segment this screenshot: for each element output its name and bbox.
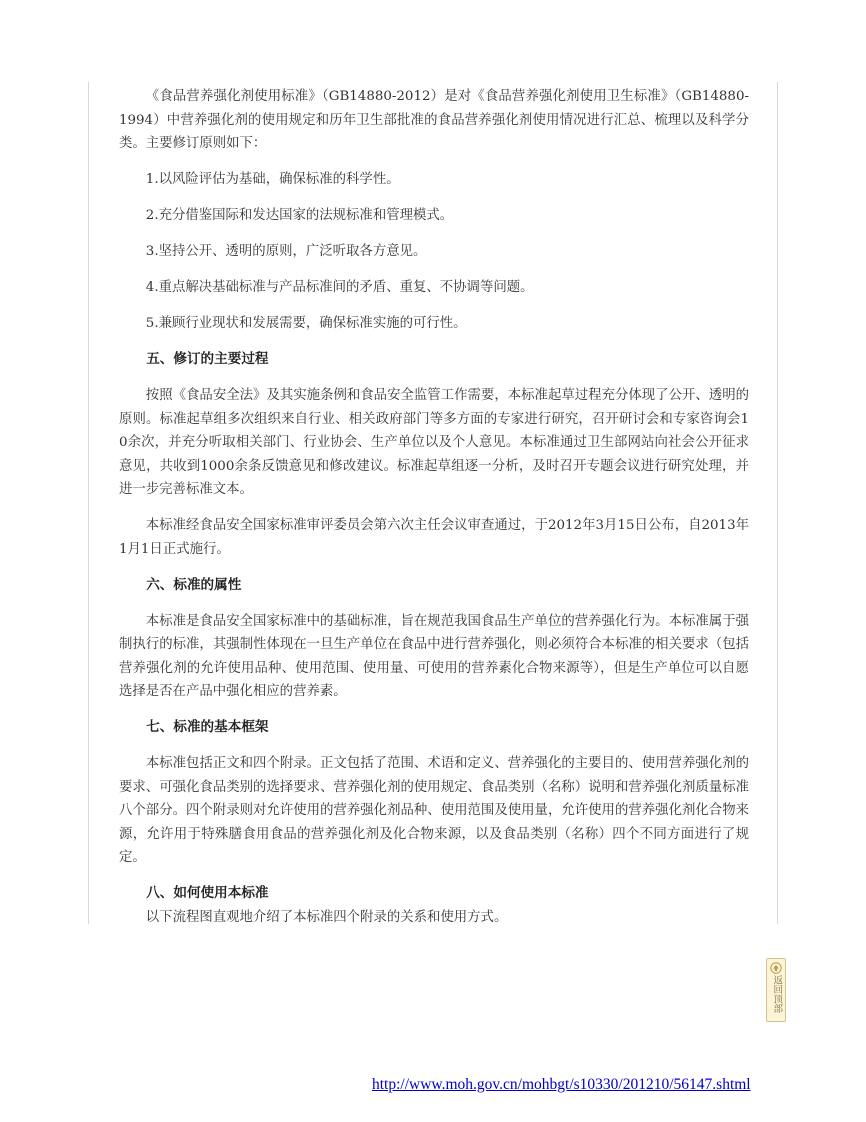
section-5-paragraph-1: 按照《食品安全法》及其实施条例和食品安全监管工作需要，本标准起草过程充分体现了公开、透明的原则。标准起草组多次组织来自行业、相关政府部门等多方面的专家进行研究，召开研讨会和专家咨询会10余次，并充分听取相关部门、行业协会、生产单位以及个人意见。本标准通过卫生部网站向社会公开征求意见，共收到1000余条反馈意见和修改建议。标准起草组逐一分析，及时召开专题会议进行研究处理，并进一步完善标准文本。 <box>119 388 749 497</box>
section-8-paragraph-1: 以下流程图直观地介绍了本标准四个附录的关系和使用方式。 <box>145 909 508 925</box>
principle-item-5: 5.兼顾行业现状和发展需要，确保标准实施的可行性。 <box>145 316 467 331</box>
principle-item-1: 1.以风险评估为基础，确保标准的科学性。 <box>145 172 400 187</box>
section-5-paragraph-2: 本标准经食品安全国家标准审评委员会第六次主任会议审查通过，于2012年3月15日公布，自2013年1月1日正式施行。 <box>119 518 749 557</box>
section-6-paragraph-1: 本标准是食品安全国家标准中的基础标准，旨在规范我国食品生产单位的营养强化行为。本标准属于强制执行的标准，其强制性体现在一旦生产单位在食品中进行营养强化，则必须符合本标准的相关要求（包括营养强化剂的允许使用品种、使用范围、使用量、可使用的营养素化合物来源等），但是生产单位可以自愿选择是否在产品中强化相应的营养素。 <box>119 613 749 699</box>
section-heading-6: 六、标准的属性 <box>146 576 242 593</box>
article-body <box>119 85 749 929</box>
section-heading-8: 八、如何使用本标准 <box>146 885 269 901</box>
principle-item-4: 4.重点解决基础标准与产品标准间的矛盾、重复、不协调等问题。 <box>145 280 534 295</box>
back-to-top-label: 返回顶部 <box>771 975 783 1013</box>
section-7-paragraph-1: 本标准包括正文和四个附录。正文包括了范围、术语和定义、营养强化的主要目的、使用营养强化剂的要求、可强化食品类别的选择要求、营养强化剂的使用规定、食品类别（名称）说明和营养强化剂质量标准八个部分。四个附录则对允许使用的营养强化剂品种、使用范围及使用量，允许使用的营养强化剂化合物来源，允许用于特殊膳食用食品的营养强化剂及化合物来源，以及食品类别（名称）四个不同方面进行了规定。 <box>119 756 749 865</box>
section-heading-7: 七、标准的基本框架 <box>146 719 269 735</box>
intro-paragraph: 《食品营养强化剂使用标准》（GB14880-2012）是对《食品营养强化剂使用卫生标准》（GB14880-1994）中营养强化剂的使用规定和历年卫生部批准的食品营养强化剂使用情况进行汇总、梳理以及科学分类。主要修订原则如下： <box>119 89 749 151</box>
principle-item-2: 2.充分借鉴国际和发达国家的法规标准和管理模式。 <box>145 208 454 223</box>
principle-item-3: 3.坚持公开、透明的原则，广泛听取各方意见。 <box>145 244 427 259</box>
back-to-top-button[interactable] <box>766 958 786 1022</box>
source-url-link[interactable]: http://www.moh.gov.cn/mohbgt/s10330/201210/56147.shtml <box>372 1076 751 1093</box>
up-arrow-icon <box>770 962 782 974</box>
section-heading-5: 五、修订的主要过程 <box>146 351 269 367</box>
